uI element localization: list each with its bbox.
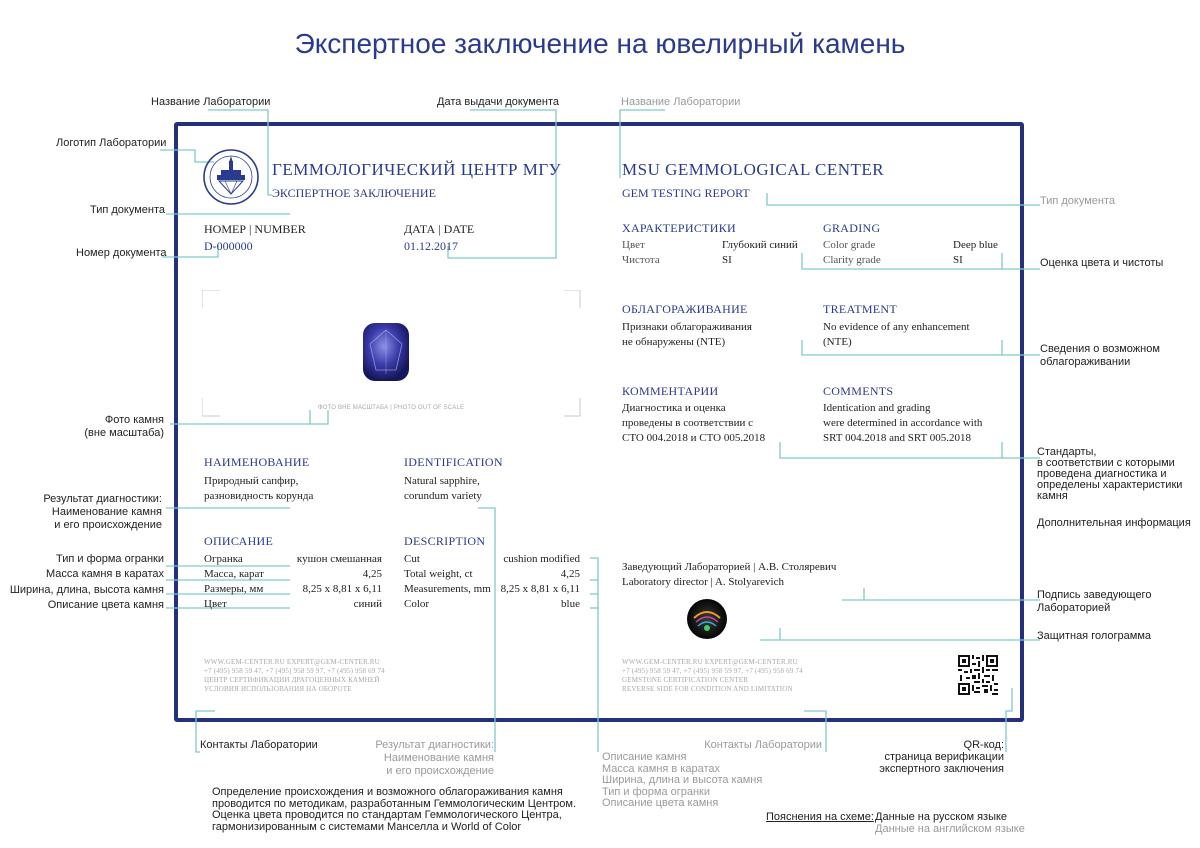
callout-doc-type-en: Тип документа [1040,195,1116,207]
comments-ru-3: СТО 004.2018 и СТО 005.2018 [622,432,766,444]
date-value: 01.12.2017 [404,239,458,253]
ident-value-2: corundum variety [404,490,482,502]
comments-en-2: were determined in accordance with [823,417,983,429]
date-label: ДАТА | DATE [404,222,475,236]
hologram [686,598,728,640]
callout-lab-name: Название Лаборатории [151,96,271,108]
desc-value: кушон смешанная [296,553,382,565]
callout-lab-name-en: Название Лаборатории [621,96,741,108]
char-table [622,239,800,269]
ident-value-1: Natural sapphire, [404,475,480,487]
callout-signature-1: Подпись заведующего [1037,589,1152,601]
callout-dims: Ширина, длина, высота камня [9,584,164,596]
callout-color-desc: Описание цвета камня [47,599,164,611]
desc-en-label: Cut [404,553,420,565]
callout-photo [60,414,164,440]
name-value-1: Природный сапфир, [204,475,299,487]
desc-value: синий [353,598,382,610]
desc-en-row [404,598,580,613]
footer-ru-4: УСЛОВИЯ ИСПОЛЬЗОВАНИЯ НА ОБОРОТЕ [204,685,352,693]
desc-row [204,553,382,568]
footer-ru-2: +7 (495) 958 59 47, +7 (495) 958 59 97, +7 (495) 958 69 74 [204,667,385,675]
callout-diagnosis-2: Наименование камня [51,506,162,518]
callout-diagnosis-en-3: и его происхождение [386,765,494,777]
note-line-4: гармонизированным с системами Манселла и World of Color [212,820,522,833]
name-value-2: разновидность корунда [204,490,314,502]
grading-row [823,239,1001,254]
desc-en-row [404,568,580,583]
footer-ru-1: WWW.GEM-CENTER.RU EXPERT@GEM-CENTER.RU [204,658,380,666]
desc-header: ОПИСАНИЕ [204,534,274,548]
footer-en [622,658,803,694]
legend-en: Данные на английском языке [875,823,1025,835]
callout-signature [1037,589,1151,615]
methodology-notes [212,787,576,833]
desc-en-header: DESCRIPTION [404,534,486,548]
callout-hologram: Защитная голограмма [1037,630,1151,642]
callout-signature-2: Лабораторией [1037,602,1111,614]
callout-photo-1: Фото камня [104,414,164,426]
number-label: НОМЕР | NUMBER [204,222,306,236]
callout-desc-en-5: Описание цвета камня [602,797,719,809]
gem-photo [362,322,410,382]
callout-diagnosis-1: Результат диагностики: [43,493,162,505]
photo-caption: ФОТО ВНЕ МАСШТАБА | PHOTO OUT OF SCALE [318,405,465,411]
footer-ru [204,658,385,694]
char-row [622,254,800,269]
callout-standards-5: камня [1037,490,1068,502]
desc-table-ru [204,553,382,613]
comments-ru-1: Диагностика и оценка [622,402,726,414]
callout-treatment [1040,343,1160,369]
footer-en-3: GEMSTONE CERTIFICATION CENTER [622,676,749,684]
callout-standards-4: определены характеристики [1037,479,1183,491]
callout-diagnosis-en-1: Результат диагностики: [375,739,494,751]
callout-standards-1: Стандарты, [1037,446,1097,458]
char-label: Чистота [622,254,660,266]
callout-standards-3: проведена диагностика и [1037,468,1167,480]
grading-value: SI [953,254,963,266]
note-line-2: проводится по методикам, разработанным Геммологическим Центром. [212,797,576,810]
callout-doc-type: Тип документа [90,204,166,216]
ident-header: IDENTIFICATION [404,455,503,469]
desc-en-value: cushion modified [503,553,580,565]
callout-diagnosis-en [360,739,494,778]
char-row [622,239,800,254]
treatment-en-1: No evidence of any enhancement [823,321,970,333]
qr-code[interactable] [958,655,998,695]
desc-en-row [404,553,580,568]
callout-qr-1: QR-код: [963,739,1004,751]
char-header: ХАРАКТЕРИСТИКИ [622,221,737,235]
lab-name-ru: ГЕММОЛОГИЧЕСКИЙ ЦЕНТР МГУ [272,160,562,179]
char-label: Цвет [622,239,645,251]
lab-logo [202,148,260,206]
comments-en-3: SRT 004.2018 and SRT 005.2018 [823,432,972,444]
callout-treatment-2: облагораживании [1040,356,1131,368]
desc-en-value: 4,25 [560,568,580,580]
callout-treatment-1: Сведения о возможном [1040,343,1160,355]
number-value: D-000000 [204,239,253,253]
desc-en-value: blue [561,598,580,610]
desc-row [204,583,382,598]
callout-diagnosis-en-2: Наименование камня [383,752,494,764]
comments-en-1: Identication and grading [823,402,931,414]
treatment-ru-header: ОБЛАГОРАЖИВАНИЕ [622,302,748,316]
callout-photo-2: (вне масштаба) [84,427,164,439]
callout-desc-en-1: Описание камня [602,751,687,763]
desc-value: 8,25 x 8,81 x 6,11 [302,583,382,595]
callout-standards [1037,447,1182,502]
callout-desc-en-3: Ширина, длина и высота камня [602,774,763,786]
director-ru: Заведующий Лабораторией | А.В. Столяревич [622,561,837,573]
desc-label: Масса, карат [204,568,264,580]
callout-color-clarity: Оценка цвета и чистоты [1040,257,1164,269]
treatment-en-2: (NTE) [823,336,852,348]
callout-qr-2: страница верификации [884,751,1004,763]
treatment-en-header: TREATMENT [823,302,898,316]
grading-label: Clarity grade [823,254,881,266]
callout-issue-date: Дата выдачи документа [437,96,560,108]
callout-standards-2: в соответствии с которыми [1037,457,1175,469]
callout-cut-shape: Тип и форма огранки [55,553,164,565]
callout-extra-info: Дополнительная информация [1037,517,1191,529]
desc-en-row [404,583,580,598]
callout-contacts-ru: Контакты Лаборатории [200,739,318,751]
comments-ru-2: проведены в соответствии с [622,417,753,429]
callout-carat: Масса камня в каратах [46,568,164,580]
desc-row [204,598,382,613]
page-title: Экспертное заключение на ювелирный камень [294,28,906,59]
char-value: Глубокий синий [722,239,798,251]
callout-doc-number: Номер документа [76,247,167,259]
desc-en-label: Measurements, mm [404,583,491,595]
director-en: Laboratory director | A. Stolyarevich [622,576,784,588]
comments-ru-header: КОММЕНТАРИИ [622,384,719,398]
callout-contacts-en: Контакты Лаборатории [704,739,822,751]
char-value: SI [722,254,732,266]
grading-table [823,239,1001,269]
legend-title: Пояснения на схеме: [766,811,874,823]
desc-en-label: Total weight, ct [404,568,473,580]
grading-label: Color grade [823,239,876,251]
callout-diagnosis-3: и его происхождение [54,519,162,531]
comments-en-header: COMMENTS [823,384,894,398]
desc-label: Огранка [204,553,243,565]
callout-desc-en-4: Тип и форма огранки [602,785,711,798]
desc-table-en [404,553,580,613]
callout-diagnosis [20,493,162,532]
footer-en-1: WWW.GEM-CENTER.RU EXPERT@GEM-CENTER.RU [622,658,798,666]
legend-ru: Данные на русском языке [875,811,1008,823]
desc-en-label: Color [404,598,430,610]
desc-value: 4,25 [362,568,382,580]
note-line-1: Определение происхождения и возможного облагораживания камня [212,786,563,798]
desc-label: Размеры, мм [204,583,264,595]
callout-lab-logo: Логотип Лаборатории [56,137,167,149]
callout-qr-3: экспертного заключения [879,763,1004,775]
lab-name-en: MSU GEMMOLOGICAL CENTER [622,160,885,179]
desc-label: Цвет [204,598,227,610]
callout-description-en [602,752,762,810]
doc-type-en: GEM TESTING REPORT [622,186,750,200]
treatment-ru-1: Признаки облагораживания [622,321,752,333]
footer-ru-3: ЦЕНТР СЕРТИФИКАЦИИ ДРАГОЦЕННЫХ КАМНЕЙ [204,676,380,684]
footer-en-2: +7 (495) 958 59 47, +7 (495) 958 59 97, +7 (495) 958 69 74 [622,667,803,675]
callout-desc-en-2: Масса камня в каратах [602,762,720,775]
grading-row [823,254,1001,269]
doc-type-ru: ЭКСПЕРТНОЕ ЗАКЛЮЧЕНИЕ [272,186,436,200]
name-header: НАИМЕНОВАНИЕ [204,455,310,469]
desc-row [204,568,382,583]
footer-en-4: REVERSE SIDE FOR CONDITION AND LIMITATION [622,685,793,693]
callout-qr [860,739,1004,775]
grading-value: Deep blue [953,239,998,251]
desc-en-value: 8,25 x 8,81 x 6,11 [500,583,580,595]
note-line-3: Оценка цвета проводится по стандартам Геммологического Центра, [212,809,562,821]
grading-header: GRADING [823,221,881,235]
treatment-ru-2: не обнаружены (NTE) [622,336,726,348]
